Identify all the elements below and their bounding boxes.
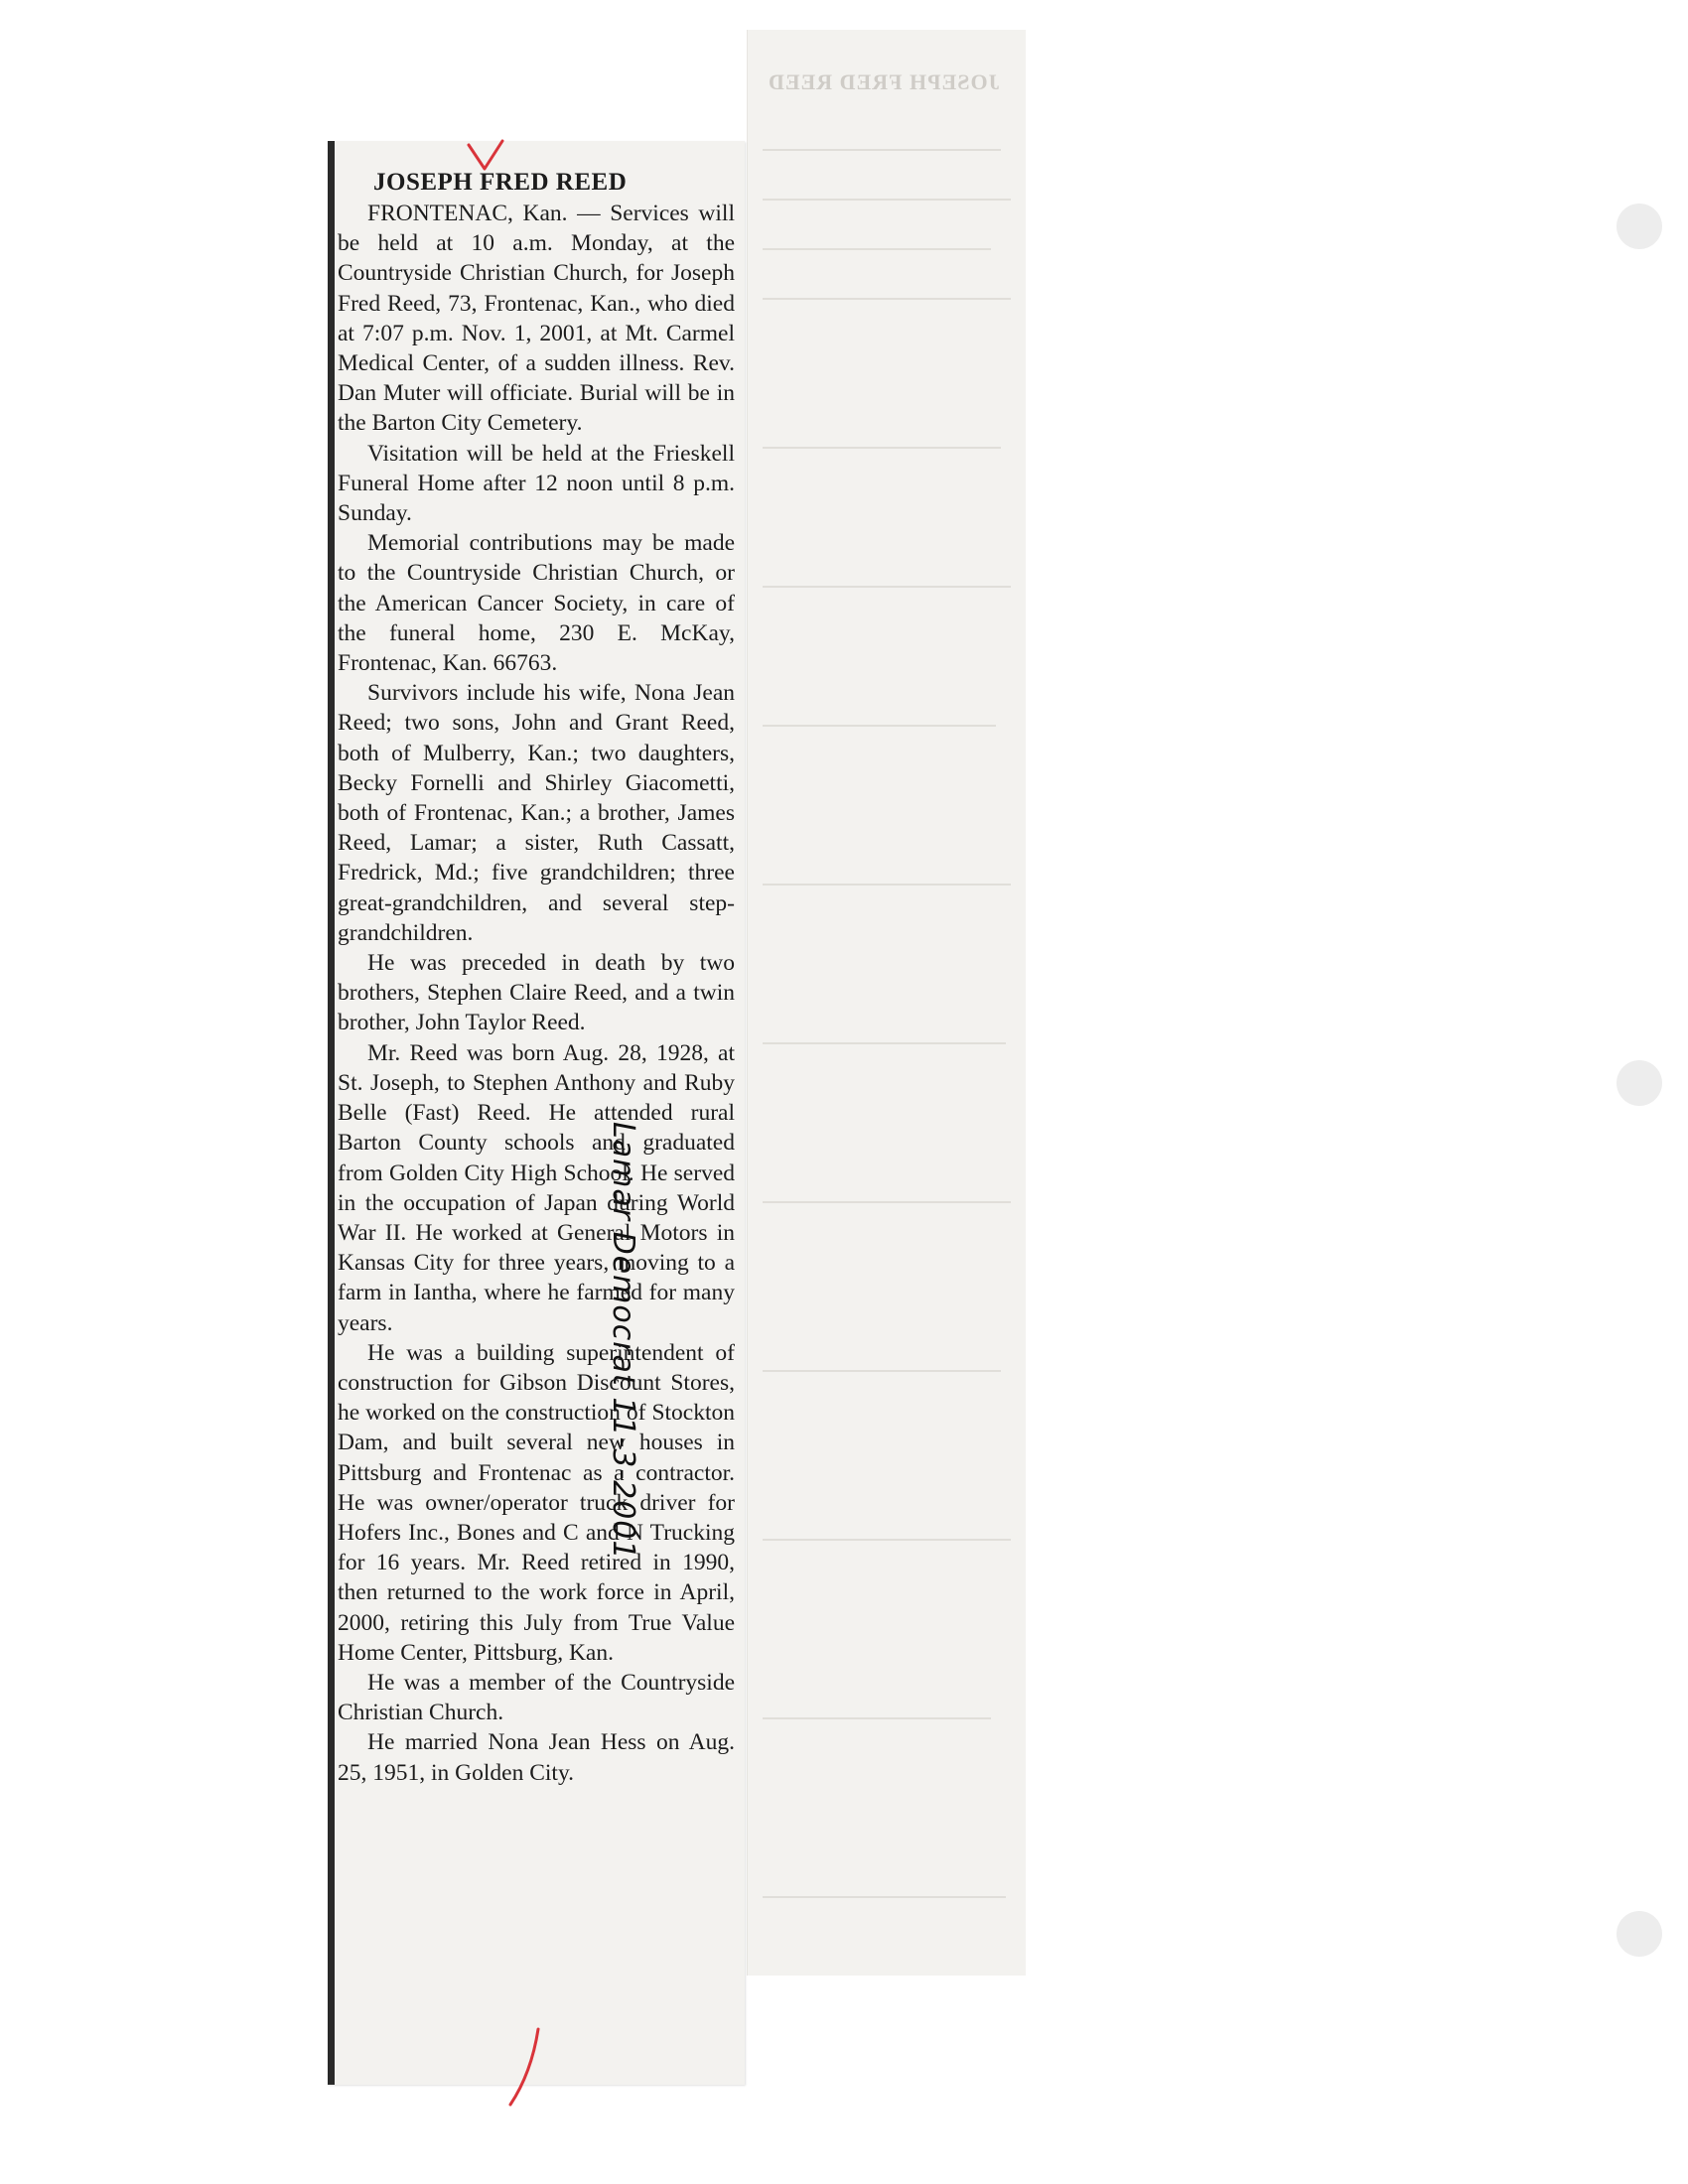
obituary-paragraph: He was a building superintendent of construction for Gibson Discount Stores, he worked on the construction of Stockton Dam, and built several new houses in Pittsburg and Frontenac as a contractor. He was owner/operator truck driver for Hofers Inc., Bones and C and N Trucking for 16 years. Mr. Reed retired in 1990, then returned to the work force in April, 2000, retiring this July from True Value Home Center, Pittsburg, Kan. (338, 1339, 735, 1666)
ghost-text-line (763, 199, 1011, 201)
punch-hole (1617, 1060, 1662, 1106)
obituary-paragraph: Survivors include his wife, Nona Jean Reed; two sons, John and Grant Reed, both of Mulberry, Kan.; two daughters, Becky Fornelli and Shirley Giacometti, both of Frontenac, Kan.; a brother, James Reed, Lamar; a sister, Ruth Cassatt, Fredrick, Md.; five grandchildren; three great-grandchildren, and several step-grandchildren. (338, 680, 735, 946)
ghost-text-line (763, 1539, 1011, 1541)
ghost-text-line (763, 149, 1001, 151)
reverse-side-bleedthrough (747, 30, 1026, 1976)
column-rule (328, 141, 335, 2085)
obituary-paragraph: Memorial contributions may be made to the Countryside Christian Church, or the American Cancer Society, in care of the funeral home, 230 E. McKay, Frontenac, Kan. 66763. (338, 530, 735, 677)
obituary-paragraph: FRONTENAC, Kan. — Services will be held at 10 a.m. Monday, at the Countryside Christian Church, for Joseph Fred Reed, 73, Frontenac, Kan., who died at 7:07 p.m. Nov. 1, 2001, at Mt. Carmel Medical Center, of a sudden illness. Rev. Dan Muter will officiate. Burial will be in the Barton City Cemetery. (338, 201, 735, 437)
obituary-paragraph: Visitation will be held at the Frieskell Funeral Home after 12 noon until 8 p.m. Sunday. (338, 440, 735, 527)
obituary-headline: JOSEPH FRED REED (373, 169, 628, 196)
ghost-text-line (763, 1370, 1001, 1372)
ghost-text-line (763, 1717, 991, 1719)
red-slash-mark-icon (504, 2025, 544, 2109)
obituary-paragraph: He was a member of the Countryside Christian Church. (338, 1669, 735, 1726)
obituary-column (338, 167, 735, 1788)
ghost-text-line (763, 1201, 1011, 1203)
obituary-paragraph: Mr. Reed was born Aug. 28, 1928, at St. Joseph, to Stephen Anthony and Ruby Belle (Fast) Reed. He attended rural Barton County schools and graduated from Golden City High School. He served in the occupation of Japan during World War II. He worked at General Motors in Kansas City for three years, moving to a farm in Iantha, where he farmed for many years. (338, 1039, 735, 1336)
ghost-text-line (763, 447, 1001, 449)
obituary-paragraph: He married Nona Jean Hess on Aug. 25, 1951, in Golden City. (338, 1729, 735, 1786)
obituary-paragraph: He was preceded in death by two brothers, Stephen Claire Reed, and a twin brother, John Taylor Reed. (338, 950, 735, 1036)
ghost-text-line (763, 1896, 1006, 1898)
red-check-mark-icon (465, 139, 506, 175)
ghost-text-line (763, 248, 991, 250)
ghost-text-line (763, 298, 1011, 300)
punch-hole (1617, 1911, 1662, 1957)
ghost-text-line (763, 1042, 1006, 1044)
ghost-text-line (763, 725, 996, 727)
ghost-text-line (763, 884, 1011, 886)
newspaper-clipping (328, 141, 745, 2085)
reverse-side-title: JOSEPH FRED REED (768, 69, 1000, 94)
ghost-text-line (763, 586, 1011, 588)
handwritten-source-note: Lamar Democrat 11-3-2001 (606, 1122, 640, 1561)
punch-hole (1617, 204, 1662, 249)
